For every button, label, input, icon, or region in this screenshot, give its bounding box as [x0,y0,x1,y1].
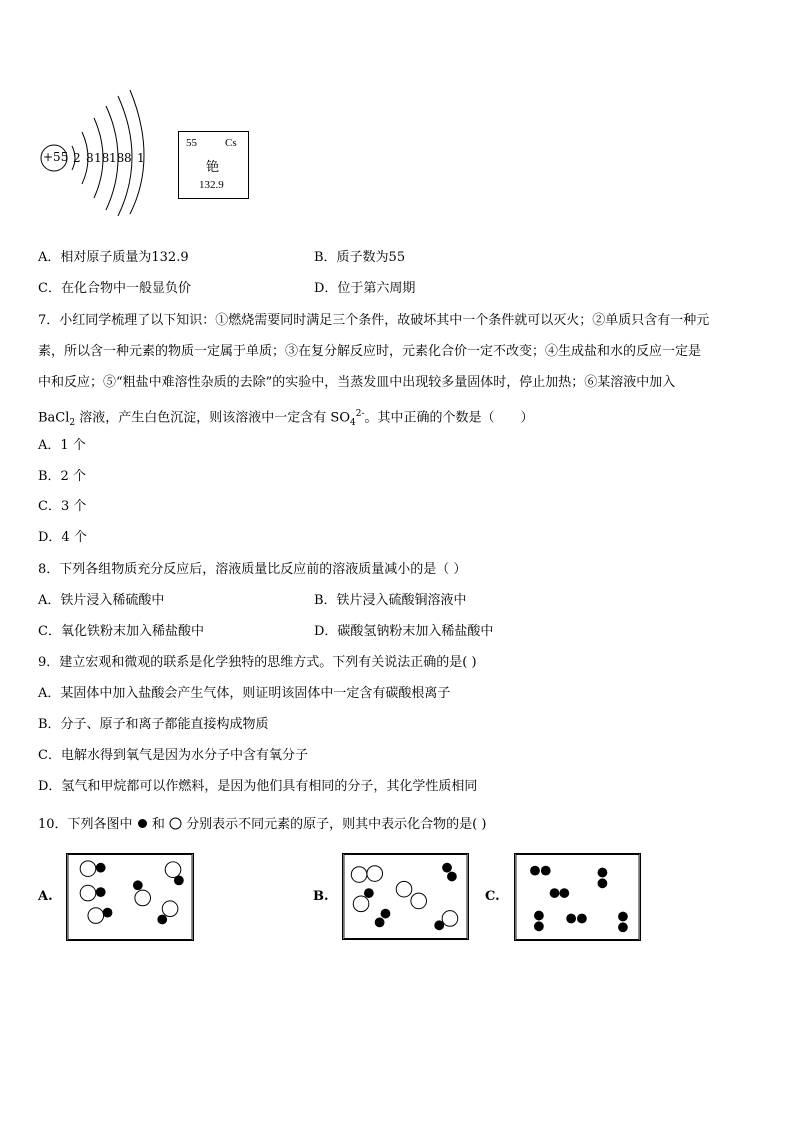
filled-atom [381,909,391,919]
hollow-atom [88,908,104,924]
filled-atom [103,908,113,918]
q6-option-a: A．相对原子质量为132.9 [38,250,189,265]
q10-label-a: A. [38,889,53,904]
filled-atom [598,878,608,888]
filled-atom [534,921,544,931]
q9-option-d: D．氢气和甲烷都可以作燃料，是因为他们具有相同的分子，其化学性质相同 [38,779,478,794]
q7-bacl-subscript: 2 [69,417,76,428]
nucleus-charge: +55 [43,150,69,164]
q10-diagram-b [342,853,469,940]
filled-atom [133,880,143,890]
hollow-atom [396,881,412,897]
shell-count-3: 18 [94,151,110,165]
filled-atom [375,918,385,928]
element-symbol: Cs [225,137,237,149]
hollow-atom [353,896,369,912]
shell-count-2: 8 [86,151,94,165]
hollow-atom [442,911,458,927]
q7-stem-line-4 [38,404,534,433]
filled-atom [550,888,560,898]
filled-atom [559,888,569,898]
q7-option-a: A．1 个 [38,438,86,453]
q7-stem-line-3: 中和反应；⑤“粗盐中难溶性杂质的去除”的实验中，当蒸发皿中出现较多量固体时，停止加热；⑥某溶液中加入 [38,375,676,390]
q6-option-c: C．在化合物中一般显负价 [38,281,191,296]
q10-stem [38,815,486,835]
shell-count-1: 2 [73,151,81,165]
shell-count-4: 18 [109,151,125,165]
filled-atom [530,866,540,876]
filled-atom [598,868,608,878]
hollow-atom [411,893,427,909]
q7-bacl-text: BaCl [38,410,70,426]
hollow-atom [135,890,151,906]
hollow-atom [80,861,96,877]
q8-option-c: C．氧化铁粉末加入稀盐酸中 [38,624,204,639]
q7-option-d: D．4 个 [38,530,87,545]
hollow-atom [80,885,96,901]
q9-option-a: A．某固体中加入盐酸会产生气体，则证明该固体中一定含有碳酸根离子 [38,686,451,701]
q10-stem-mid: 和 [151,817,165,832]
q8-option-b: B．铁片浸入硫酸铜溶液中 [314,593,467,608]
filled-atom [534,911,544,921]
shell-count-6: 1 [137,151,145,165]
q7-stem-line-1: 7．小红同学梳理了以下知识：①燃烧需要同时满足三个条件，故破坏其中一个条件就可以灭火；②单质只含有一种元 [38,313,710,328]
filled-atom [447,872,457,882]
hollow-atom [367,866,383,882]
hollow-atom [165,862,181,878]
hollow-atom [351,867,367,883]
filled-atom [442,863,452,873]
hollow-atom-icon [169,817,182,830]
q9-option-b: B．分子、原子和离子都能直接构成物质 [38,717,269,732]
q7-option-b: B．2 个 [38,469,86,484]
filled-atom [566,914,576,924]
q9-option-c: C．电解水得到氧气是因为水分子中含有氧分子 [38,748,308,763]
filled-atom [174,876,184,886]
filled-atom [618,922,628,932]
q10-diagram-c [514,853,641,941]
q9-stem: 9．建立宏观和微观的联系是化学独特的思维方式。下列有关说法正确的是( ) [38,655,477,670]
q7-so4-subscript: 4 [350,417,356,428]
element-mass: 132.9 [199,179,224,191]
filled-atom [96,863,106,873]
q7-option-c: C．3 个 [38,499,87,514]
filled-atom [577,914,587,924]
filled-atom [618,912,628,922]
q10-stem-end: 分别表示不同元素的原子，则其中表示化合物的是( ) [186,817,487,832]
filled-atom-icon [137,818,148,829]
filled-atom [96,887,106,897]
q10-label-b: B. [313,889,329,904]
filled-atom [541,866,551,876]
element-name: 铯 [206,160,220,175]
q6-option-d: D．位于第六周期 [314,281,416,296]
filled-atom [157,915,167,925]
hollow-atom [162,901,178,917]
element-number: 55 [186,137,197,149]
q10-diagram-a [66,853,194,941]
q8-option-a: A．铁片浸入稀硫酸中 [38,593,165,608]
q8-option-d: D．碳酸氢钠粉末加入稀盐酸中 [314,624,494,639]
q7-line4-mid: 溶液，产生白色沉淀，则该溶液中一定含有 SO [75,410,350,426]
q7-stem-line-2: 素，所以含一种元素的物质一定属于单质；③在复分解反应时，元素化合价一定不改变；④生成盐和水的反应一定是 [38,344,702,359]
shell-count-5: 8 [124,151,132,165]
q10-stem-start: 10．下列各图中 [38,817,133,832]
q7-line4-end: 。其中正确的个数是（ ） [364,410,534,426]
q10-label-c: C. [485,889,500,904]
filled-atom [364,888,374,898]
filled-atom [434,920,444,930]
element-card [178,131,249,199]
q7-so4-charge: 2- [355,409,365,419]
q8-stem: 8．下列各组物质充分反应后，溶液质量比反应前的溶液质量减小的是（ ） [38,562,467,577]
q6-option-b: B．质子数为55 [314,250,406,265]
